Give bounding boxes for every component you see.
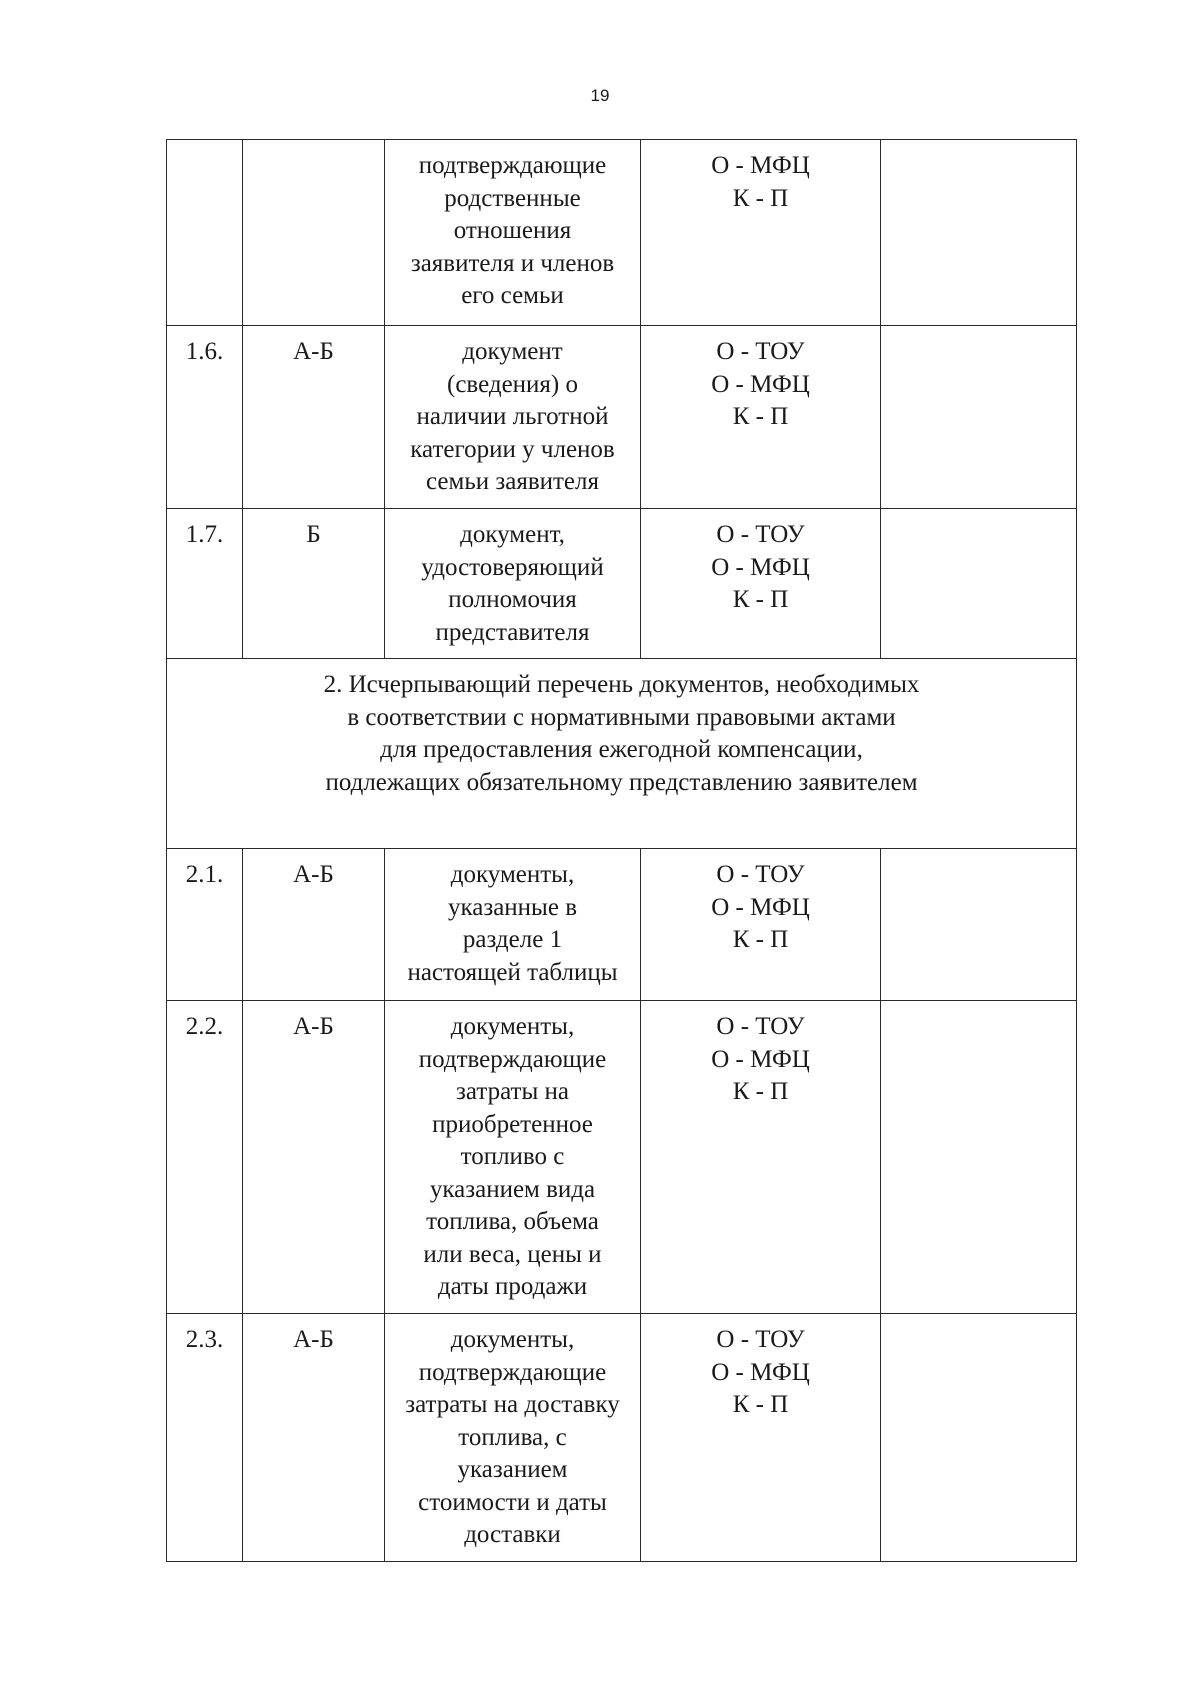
submission-line: О - МФЦ xyxy=(711,1045,810,1073)
document-line: категории у членов xyxy=(410,435,615,463)
document-name-cell xyxy=(385,849,641,1001)
document-line: или веса, цены и xyxy=(423,1240,602,1268)
row-number-cell: 1.7. xyxy=(167,509,243,659)
table-row xyxy=(167,849,1077,1001)
submission-line: К - П xyxy=(732,403,789,430)
document-line: доставки xyxy=(464,1521,561,1548)
submission-type-cell xyxy=(641,509,881,659)
submission-type-cell xyxy=(641,1314,881,1562)
note-cell xyxy=(881,1001,1077,1314)
row-number-cell: 2.2. xyxy=(167,1001,243,1314)
submission-type-cell xyxy=(641,140,881,326)
applicant-category-cell: А-Б xyxy=(243,326,385,509)
note-cell xyxy=(881,326,1077,509)
applicant-category-cell: А-Б xyxy=(243,1001,385,1314)
submission-line: К - П xyxy=(732,184,789,212)
submission-line: О - МФЦ xyxy=(711,553,810,581)
document-line: документы, xyxy=(450,861,575,888)
table-row xyxy=(167,509,1077,659)
submission-line: К - П xyxy=(732,586,789,613)
submission-type-cell xyxy=(641,326,881,509)
row-number-cell: 2.1. xyxy=(167,849,243,1001)
document-line: родственные xyxy=(444,184,581,212)
applicant-category-cell: Б xyxy=(243,509,385,659)
document-line: топлива, объема xyxy=(426,1208,599,1235)
document-line: подтверждающие xyxy=(418,152,607,179)
note-cell xyxy=(881,849,1077,1001)
document-line: топливо с xyxy=(460,1143,565,1170)
row-number-cell: 1.6. xyxy=(167,326,243,509)
submission-line: К - П xyxy=(732,1078,789,1105)
submission-line: К - П xyxy=(732,926,789,953)
document-line: подтверждающие xyxy=(418,1045,607,1073)
table-row xyxy=(167,1314,1077,1562)
section-2-heading xyxy=(167,659,1077,849)
page-number: 19 xyxy=(590,86,610,105)
document-line: подтверждающие xyxy=(418,1358,607,1386)
document-line: документы, xyxy=(450,1013,575,1040)
document-line: заявителя и членов xyxy=(410,249,615,277)
document-line: стоимости и даты xyxy=(418,1488,607,1516)
table-row xyxy=(167,1001,1077,1314)
section-heading-line: 2. Исчерпывающий перечень документов, необходимых xyxy=(323,671,920,698)
section-heading-row xyxy=(167,659,1077,849)
note-cell xyxy=(881,1314,1077,1562)
document-line: документ, xyxy=(460,521,565,548)
document-line: документ xyxy=(462,338,563,365)
section-heading-line: для предоставления ежегодной компенсации, xyxy=(380,736,863,763)
document-name-cell xyxy=(385,140,641,326)
document-name-cell xyxy=(385,1314,641,1562)
document-line: представителя xyxy=(435,618,590,646)
document-line: разделе 1 xyxy=(462,926,563,953)
document-line: полномочия xyxy=(448,586,577,613)
applicant-category-cell xyxy=(243,140,385,326)
applicant-category-cell: А-Б xyxy=(243,1314,385,1562)
documents-table xyxy=(166,139,1077,1562)
document-line: семьи заявителя xyxy=(426,468,599,495)
document-line: удостоверяющий xyxy=(421,553,604,581)
document-line: затраты на xyxy=(456,1078,569,1105)
document-line: его семьи xyxy=(461,282,564,309)
document-line: указанием xyxy=(457,1456,568,1483)
document-line: наличии льготной xyxy=(416,403,609,430)
document-line: документы, xyxy=(450,1326,575,1353)
row-number-cell: 2.3. xyxy=(167,1314,243,1562)
submission-type-cell xyxy=(641,1001,881,1314)
document-line: приобретенное xyxy=(432,1110,593,1138)
submission-line: О - ТОУ xyxy=(716,1326,805,1353)
document-line: топлива, с xyxy=(458,1423,567,1451)
submission-line: О - МФЦ xyxy=(711,152,810,179)
note-cell xyxy=(881,140,1077,326)
row-number-cell xyxy=(167,140,243,326)
table-row xyxy=(167,326,1077,509)
section-heading-line: в соответствии с нормативными правовыми актами xyxy=(347,703,896,731)
submission-line: О - МФЦ xyxy=(711,893,810,921)
note-cell xyxy=(881,509,1077,659)
submission-line: О - МФЦ xyxy=(711,370,810,398)
submission-line: О - ТОУ xyxy=(716,521,805,548)
document-line: отношения xyxy=(453,217,572,244)
table-row xyxy=(167,140,1077,326)
document-line: настоящей таблицы xyxy=(407,958,618,986)
document-line: даты продажи xyxy=(437,1273,588,1300)
document-name-cell xyxy=(385,509,641,659)
document-line: указанные в xyxy=(447,893,578,921)
submission-line: К - П xyxy=(732,1391,789,1418)
document-line: затраты на доставку xyxy=(405,1391,620,1418)
document-line: указанием вида xyxy=(429,1175,596,1203)
document-name-cell xyxy=(385,1001,641,1314)
submission-line: О - МФЦ xyxy=(711,1358,810,1386)
section-heading-line: подлежащих обязательному представлению заявителем xyxy=(325,768,918,796)
submission-line: О - ТОУ xyxy=(716,861,805,888)
document-name-cell xyxy=(385,326,641,509)
document-line: (сведения) о xyxy=(447,370,578,398)
submission-line: О - ТОУ xyxy=(716,338,805,365)
submission-line: О - ТОУ xyxy=(716,1013,805,1040)
applicant-category-cell: А-Б xyxy=(243,849,385,1001)
submission-type-cell xyxy=(641,849,881,1001)
